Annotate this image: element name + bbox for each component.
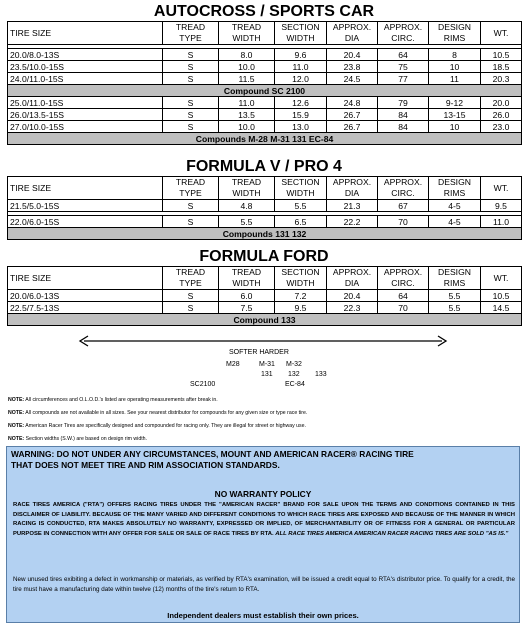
cell-design-rims: 13-15 [429, 109, 481, 121]
no-warranty-title: NO WARRANTY POLICY [214, 489, 312, 499]
cell-approx-dia: 22.2 [327, 216, 378, 228]
formula-ford-title: FORMULA FORD [199, 248, 329, 265]
cell-tire-size: 20.0/6.0-13S [8, 290, 163, 302]
cell-weight: 10.5 [481, 290, 522, 302]
cell-tread-width: 6.0 [219, 290, 275, 302]
cell-approx-circ: 70 [378, 302, 429, 314]
cell-design-rims: 8 [429, 49, 481, 61]
cell-tread-type: S [163, 121, 219, 133]
scale-sc2100: SC2100 [190, 381, 216, 388]
header-row [8, 267, 522, 290]
cell-tire-size: 27.0/10.0-15S [8, 121, 163, 133]
cell-section-width: 7.2 [275, 290, 327, 302]
cell-tread-width: 11.5 [219, 73, 275, 85]
cell-weight: 20.3 [481, 73, 522, 85]
cell-weight: 23.0 [481, 121, 522, 133]
scale-m31: M-31 [259, 361, 275, 368]
cell-tread-type: S [163, 109, 219, 121]
cell-tire-size: 21.5/5.0-15S [8, 200, 163, 212]
cell-approx-dia: 22.3 [327, 302, 378, 314]
scale-ec84: EC-84 [285, 381, 305, 388]
table-row [8, 73, 522, 85]
cell-approx-dia: 24.8 [327, 97, 378, 109]
cell-tread-type: S [163, 216, 219, 228]
compound-band: Compounds M-28 M-31 131 EC-84 [8, 133, 522, 145]
note-2: NOTE: All compounds are not available in all sizes. See your nearest distributor for compounds for any given size or type race tire. [8, 410, 308, 416]
autocross-title: AUTOCROSS / SPORTS CAR [153, 3, 375, 20]
cell-tread-type: S [163, 61, 219, 73]
cell-design-rims: 5.5 [429, 290, 481, 302]
cell-tread-type: S [163, 49, 219, 61]
cell-tread-type: S [163, 73, 219, 85]
cell-tire-size: 23.5/10.0-15S [8, 61, 163, 73]
cell-tire-size: 24.0/11.0-15S [8, 73, 163, 85]
cell-approx-dia: 24.5 [327, 73, 378, 85]
note-4: NOTE: Section widths (S.W.) are based on design rim width. [8, 436, 147, 442]
formula-v-table [7, 176, 522, 240]
formula-ford-table [7, 266, 522, 326]
cell-weight: 20.0 [481, 97, 522, 109]
table-row [8, 200, 522, 212]
col-header-tire-size: TIRE SIZE [8, 22, 163, 45]
cell-tire-size: 22.0/6.0-15S [8, 216, 163, 228]
cell-section-width: 5.5 [275, 200, 327, 212]
cell-design-rims: 9-12 [429, 97, 481, 109]
scale-heading: SOFTER HARDER [229, 349, 289, 356]
autocross-table [7, 21, 522, 145]
cell-tread-type: S [163, 302, 219, 314]
softer-harder-arrow [78, 335, 448, 347]
cell-tread-width: 4.8 [219, 200, 275, 212]
cell-tread-width: 10.0 [219, 61, 275, 73]
cell-weight: 14.5 [481, 302, 522, 314]
scale-m32: M-32 [286, 361, 302, 368]
warning-heading: WARNING: DO NOT UNDER ANY CIRCUMSTANCES, MOUNT AND AMERICAN RACER® RACING TIRE THAT DOES NOT MEET TIRE AND RIM ASSOCIATION STANDARDS. [11, 449, 414, 470]
cell-section-width: 6.5 [275, 216, 327, 228]
compound-band: Compounds 131 132 [8, 228, 522, 240]
col-header-tread-width: TREAD WIDTH [219, 267, 275, 290]
scale-131: 131 [261, 371, 273, 378]
cell-tread-width: 10.0 [219, 121, 275, 133]
col-header-approx-circ: APPROX. CIRC. [378, 267, 429, 290]
cell-tread-type: S [163, 200, 219, 212]
table-row [8, 109, 522, 121]
cell-weight: 26.0 [481, 109, 522, 121]
col-header-tread-width: TREAD WIDTH [219, 177, 275, 200]
cell-approx-circ: 64 [378, 49, 429, 61]
scale-m28: M28 [226, 361, 240, 368]
scale-132: 132 [288, 371, 300, 378]
col-header-wt: WT. [481, 177, 522, 200]
table-row [8, 121, 522, 133]
cell-approx-dia: 21.3 [327, 200, 378, 212]
cell-section-width: 9.6 [275, 49, 327, 61]
header-row [8, 22, 522, 45]
cell-design-rims: 10 [429, 61, 481, 73]
col-header-approx-circ: APPROX. CIRC. [378, 177, 429, 200]
cell-section-width: 12.6 [275, 97, 327, 109]
col-header-approx-dia: APPROX. DIA [327, 177, 378, 200]
cell-tread-type: S [163, 290, 219, 302]
cell-approx-circ: 84 [378, 109, 429, 121]
table-row [8, 290, 522, 302]
col-header-section-width: SECTION WIDTH [275, 267, 327, 290]
note-3: NOTE: American Racer Tires are specifically designed and compounded for racing only. They are illegal for street or highway use. [8, 423, 306, 429]
cell-approx-dia: 20.4 [327, 49, 378, 61]
cell-weight: 9.5 [481, 200, 522, 212]
table-row [8, 61, 522, 73]
table-row [8, 97, 522, 109]
cell-tire-size: 22.5/7.5-13S [8, 302, 163, 314]
cell-tread-width: 5.5 [219, 216, 275, 228]
credit-policy: New unused tires exibiting a defect in workmanship or materials, as verified by RTA's examination, will be issued a credit equal to RTA's distributor price. To qualify for a credit, the tire must have a manufacturing date within twelve (12) months of the tire's return to RTA. [13, 576, 515, 593]
cell-design-rims: 4-5 [429, 216, 481, 228]
cell-approx-circ: 75 [378, 61, 429, 73]
cell-section-width: 12.0 [275, 73, 327, 85]
col-header-wt: WT. [481, 267, 522, 290]
col-header-section-width: SECTION WIDTH [275, 22, 327, 45]
dealer-pricing-note: Independent dealers must establish their own prices. [167, 611, 359, 620]
no-warranty-body: RACE TIRES AMERICA ("RTA") OFFERS RACING TIRES UNDER THE "AMERICAN RACER" BRAND FOR SALE UPON THE TERMS AND CONDITIONS CONTAINED IN THIS DISCLAIMER OF LIABILITY. BECAUSE OF THE MANY VARIED AND DIFFERENT CONDITIONS TO WHICH RACE TIRES ARE EXPOSED AND BECAUSE OF THE MANNER IN WHICH RACING IS CONDUCTED, RTA MAKES ABSOLUTELY NO WARRANTY, EXPRESSED OR IMPLIED, OF MERCHANTABILITY OR OF FITNESS FOR A GENERAL OR PARTICULAR PURPOSE IN CONNECTION WITH ANY OFFER FOR SALE OR SALE OF RACE TIRES BY RTA. ALL RACE TIRES AMERICA AMERICAN RACER RACING TIRES ARE SOLD "AS IS." [13, 502, 515, 537]
header-row [8, 177, 522, 200]
compound-band: Compound 133 [8, 314, 522, 326]
cell-tread-width: 13.5 [219, 109, 275, 121]
note-1: NOTE: All circumferences and O.L.O.D.'s listed are operating measurements after break in. [8, 397, 218, 403]
as-is-statement: ALL RACE TIRES AMERICA AMERICAN RACER RACING TIRES ARE SOLD "AS IS." [275, 530, 509, 537]
scale-133: 133 [315, 371, 327, 378]
col-header-tread-type: TREAD TYPE [163, 22, 219, 45]
cell-tread-width: 8.0 [219, 49, 275, 61]
cell-tread-type: S [163, 97, 219, 109]
cell-approx-dia: 20.4 [327, 290, 378, 302]
cell-approx-dia: 23.8 [327, 61, 378, 73]
compound-band: Compound SC 2100 [8, 85, 522, 97]
cell-approx-circ: 70 [378, 216, 429, 228]
table-row [8, 302, 522, 314]
warning-box [6, 446, 520, 623]
cell-weight: 11.0 [481, 216, 522, 228]
cell-section-width: 9.5 [275, 302, 327, 314]
cell-section-width: 11.0 [275, 61, 327, 73]
cell-tread-width: 7.5 [219, 302, 275, 314]
cell-tire-size: 25.0/11.0-15S [8, 97, 163, 109]
col-header-design-rims: DESIGN RIMS [429, 267, 481, 290]
table-row [8, 49, 522, 61]
cell-approx-circ: 79 [378, 97, 429, 109]
col-header-tire-size: TIRE SIZE [8, 267, 163, 290]
col-header-design-rims: DESIGN RIMS [429, 22, 481, 45]
cell-section-width: 13.0 [275, 121, 327, 133]
col-header-wt: WT. [481, 22, 522, 45]
table-row [8, 216, 522, 228]
cell-design-rims: 10 [429, 121, 481, 133]
cell-section-width: 15.9 [275, 109, 327, 121]
col-header-tread-type: TREAD TYPE [163, 177, 219, 200]
cell-tire-size: 26.0/13.5-15S [8, 109, 163, 121]
cell-design-rims: 4-5 [429, 200, 481, 212]
cell-approx-dia: 26.7 [327, 121, 378, 133]
cell-approx-dia: 26.7 [327, 109, 378, 121]
formula-v-title: FORMULA V / PRO 4 [186, 158, 342, 175]
col-header-tread-width: TREAD WIDTH [219, 22, 275, 45]
cell-weight: 18.5 [481, 61, 522, 73]
col-header-tread-type: TREAD TYPE [163, 267, 219, 290]
col-header-section-width: SECTION WIDTH [275, 177, 327, 200]
cell-design-rims: 11 [429, 73, 481, 85]
cell-weight: 10.5 [481, 49, 522, 61]
cell-approx-circ: 64 [378, 290, 429, 302]
col-header-approx-dia: APPROX. DIA [327, 267, 378, 290]
cell-approx-circ: 84 [378, 121, 429, 133]
cell-approx-circ: 67 [378, 200, 429, 212]
cell-design-rims: 5.5 [429, 302, 481, 314]
col-header-approx-dia: APPROX. DIA [327, 22, 378, 45]
cell-tread-width: 11.0 [219, 97, 275, 109]
col-header-approx-circ: APPROX. CIRC. [378, 22, 429, 45]
cell-tire-size: 20.0/8.0-13S [8, 49, 163, 61]
col-header-tire-size: TIRE SIZE [8, 177, 163, 200]
cell-approx-circ: 77 [378, 73, 429, 85]
col-header-design-rims: DESIGN RIMS [429, 177, 481, 200]
